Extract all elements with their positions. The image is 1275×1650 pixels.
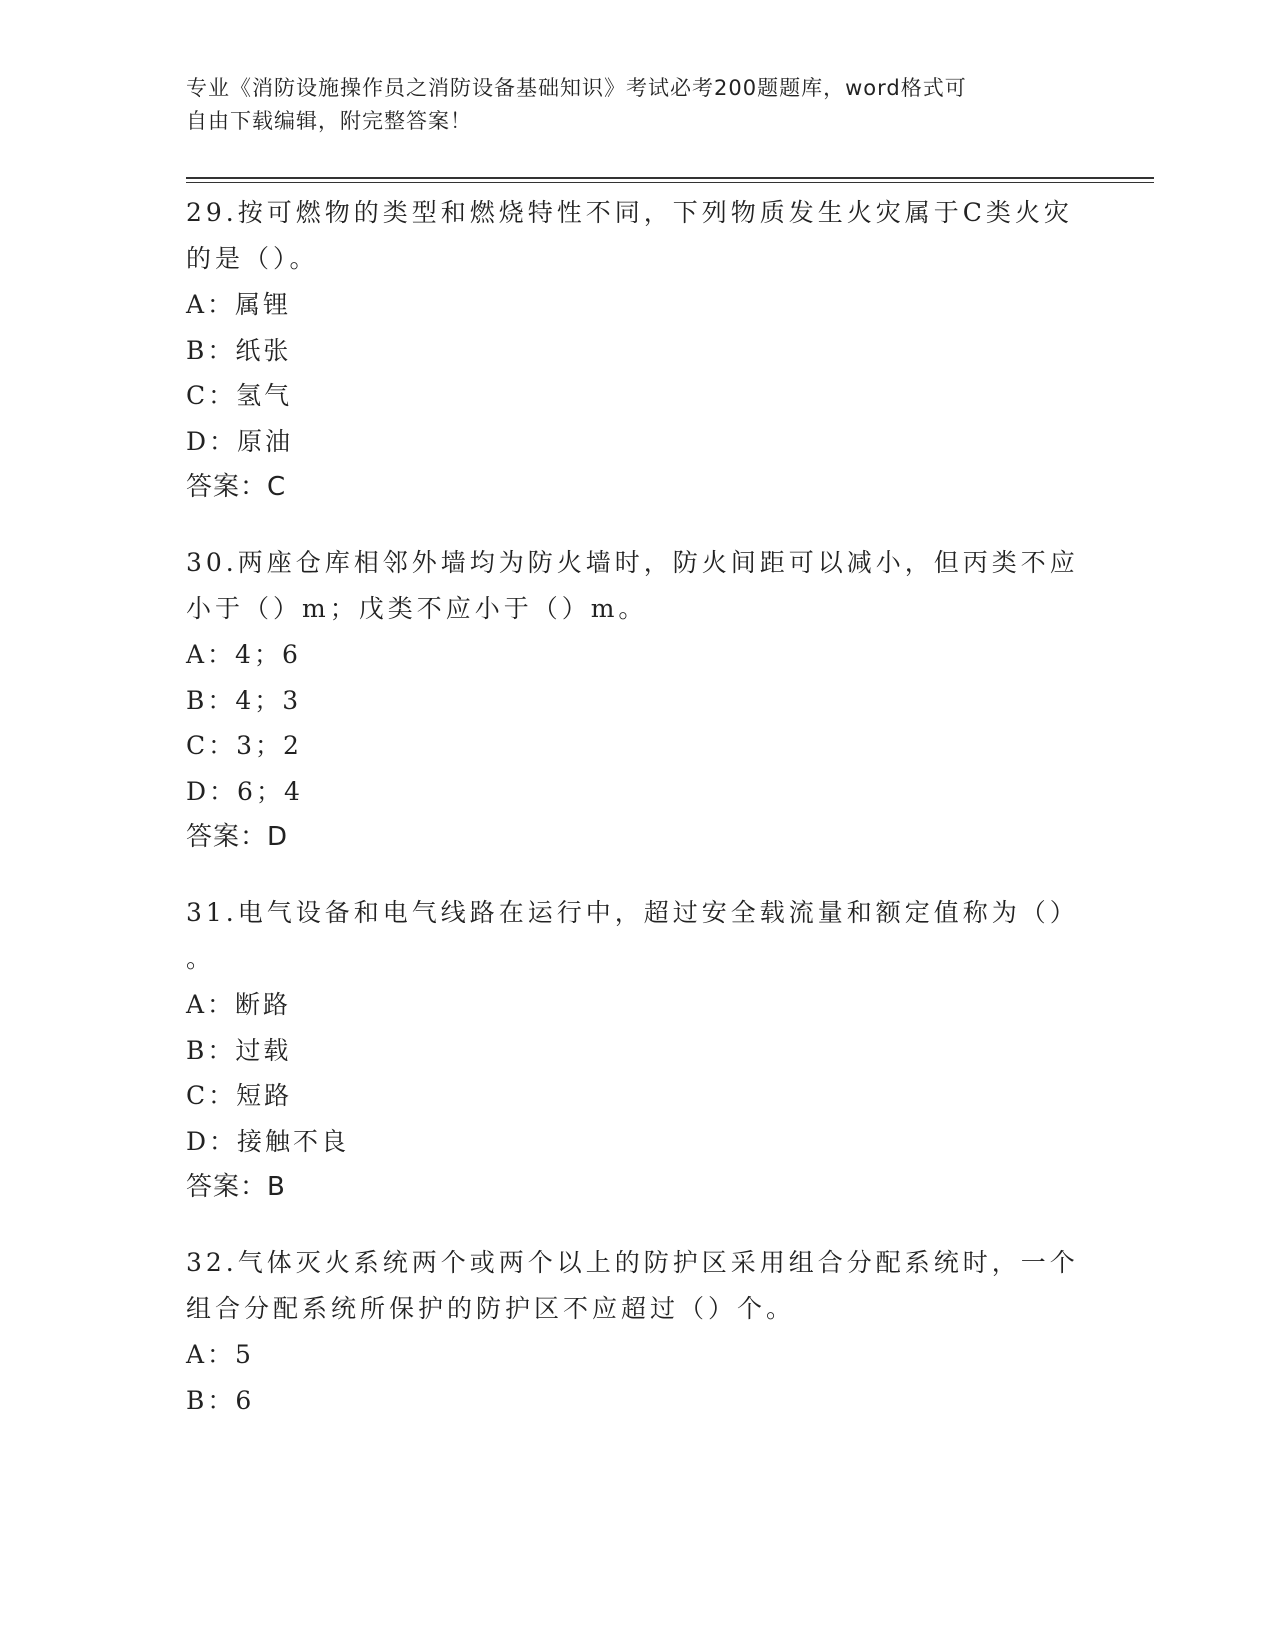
option-c: C：短路 xyxy=(186,1081,293,1110)
option-a: A：4；6 xyxy=(186,640,301,669)
header-divider-thick xyxy=(186,177,1154,179)
question-list xyxy=(186,190,1086,1453)
option-b: B：过载 xyxy=(186,1035,292,1065)
header-divider-thin xyxy=(186,182,1154,183)
question-stem-line-1: 30.两座仓库相邻外墙均为防火墙时，防火间距可以减小，但丙类不应 xyxy=(186,548,1079,577)
option-c: C：氢气 xyxy=(186,381,293,410)
option-d: D：接触不良 xyxy=(186,1126,350,1156)
option-b: B：6 xyxy=(186,1385,255,1415)
question-31 xyxy=(186,890,1086,1210)
question-stem-line-1: 31.电气设备和电气线路在运行中，超过安全载流量和额定值称为（） xyxy=(186,898,1079,927)
question-32 xyxy=(186,1240,1086,1423)
question-29 xyxy=(186,190,1086,510)
option-d: D：6；4 xyxy=(186,776,303,806)
question-stem-line-2: 小于（）m；戊类不应小于（）m。 xyxy=(186,594,648,623)
option-b: B：纸张 xyxy=(186,335,292,365)
option-d: D：原油 xyxy=(186,426,294,456)
answer: 答案：B xyxy=(186,1172,286,1202)
option-c: C：3；2 xyxy=(186,731,302,760)
option-b: B：4；3 xyxy=(186,685,302,715)
question-stem-line-2: 组合分配系统所保护的防护区不应超过（）个。 xyxy=(186,1294,796,1323)
question-stem-line-2: 的是（）。 xyxy=(186,244,319,273)
question-30 xyxy=(186,540,1086,860)
question-stem-line-2: 。 xyxy=(186,944,216,973)
question-stem-line-1: 32.气体灭火系统两个或两个以上的防护区采用组合分配系统时，一个 xyxy=(186,1248,1079,1277)
option-a: A：属锂 xyxy=(186,290,292,319)
question-stem-line-1: 29.按可燃物的类型和燃烧特性不同，下列物质发生火灾属于C类火灾 xyxy=(186,198,1073,227)
document-header xyxy=(186,72,1066,138)
header-line-1: 专业《消防设施操作员之消防设备基础知识》考试必考200题题库，word格式可 xyxy=(186,76,967,100)
option-a: A：5 xyxy=(186,1340,254,1369)
option-a: A：断路 xyxy=(186,990,292,1019)
answer: 答案：C xyxy=(186,472,287,502)
answer: 答案：D xyxy=(186,822,289,852)
header-line-2: 自由下载编辑，附完整答案！ xyxy=(186,109,472,133)
